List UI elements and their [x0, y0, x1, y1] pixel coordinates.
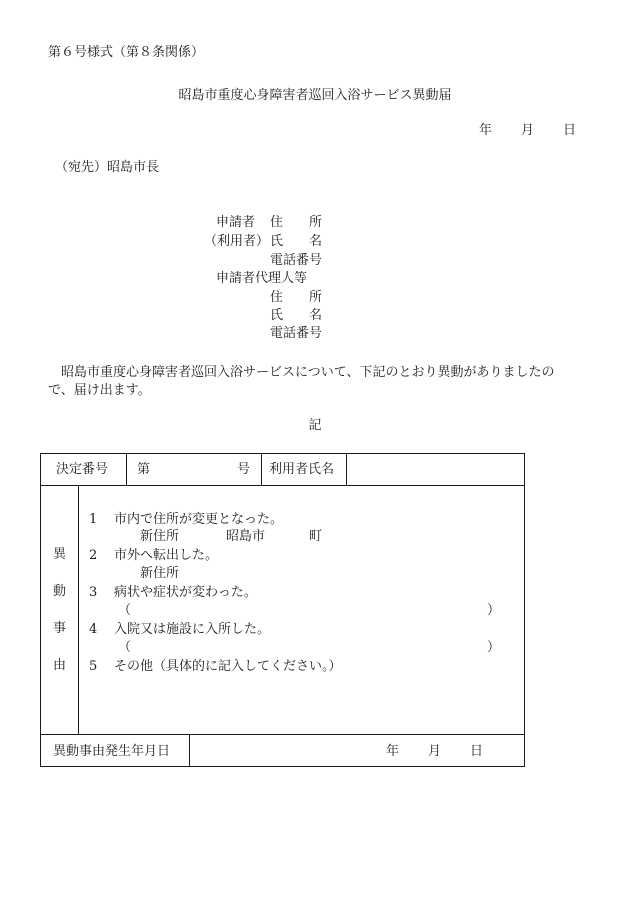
applicant-address-label: 住 所 [270, 215, 323, 230]
reason-2-number: 2 [89, 548, 98, 563]
reason-3-number: 3 [89, 585, 98, 600]
divider-occurrence [189, 734, 190, 767]
paren-open: （ [118, 603, 132, 618]
agent-label: 申請者代理人等 [216, 271, 308, 286]
applicant-name-label: 氏 名 [270, 234, 323, 249]
agent-name-label: 氏 名 [270, 308, 323, 323]
applicant-label: 申請者 [216, 215, 256, 230]
reason-1-number: 1 [89, 512, 98, 527]
reason-label-char: 異 [53, 547, 67, 562]
go-label: 号 [237, 462, 251, 477]
footer-row-divider [41, 734, 524, 735]
header-row-divider [41, 485, 524, 486]
reason-5-text: その他（具体的に記入してください。） [114, 659, 342, 674]
reason-label-char: 事 [53, 621, 67, 636]
date-year-label: 年 [479, 123, 493, 138]
divider-number [261, 454, 262, 485]
reason-4-number: 4 [89, 622, 98, 637]
agent-phone-label: 電話番号 [270, 326, 323, 341]
date-month-label: 月 [521, 123, 535, 138]
reason-4-text: 入院又は施設に入所した。 [114, 622, 271, 637]
form-number: 第６号様式（第８条関係） [48, 45, 205, 60]
divider-decision [126, 454, 127, 485]
reason-2-text: 市外へ転出した。 [114, 548, 219, 563]
ki-heading: 記 [308, 418, 322, 433]
new-address-city: 昭島市 [226, 529, 266, 544]
applicant-user-label: （利用者） [204, 234, 270, 249]
divider-username [346, 454, 347, 485]
new-address-town: 町 [309, 529, 323, 544]
reason-1-text: 市内で住所が変更となった。 [114, 512, 284, 527]
new-address-label-2: 新住所 [140, 566, 180, 581]
user-name-label: 利用者氏名 [269, 462, 335, 477]
occurrence-year-label: 年 [386, 744, 400, 759]
occurrence-day-label: 日 [470, 744, 484, 759]
occurrence-date-label: 異動事由発生年月日 [53, 744, 171, 759]
reason-label-char: 動 [53, 584, 67, 599]
paren-open-2: （ [118, 640, 132, 655]
dai-label: 第 [137, 462, 151, 477]
reason-5-number: 5 [89, 659, 98, 674]
occurrence-month-label: 月 [428, 744, 442, 759]
divider-reason-label [78, 485, 79, 734]
change-form-table [40, 453, 525, 767]
reason-label-char: 由 [53, 658, 67, 673]
applicant-phone-label: 電話番号 [270, 253, 323, 268]
document-title: 昭島市重度心身障害者巡回入浴サービス異動届 [178, 88, 452, 103]
decision-number-label: 決定番号 [56, 462, 109, 477]
paren-close: ） [487, 603, 501, 618]
addressee: （宛先）昭島市長 [55, 160, 160, 175]
new-address-label: 新住所 [140, 529, 180, 544]
reason-3-text: 病状や症状が変わった。 [114, 585, 257, 600]
date-day-label: 日 [563, 123, 577, 138]
user-name-field[interactable] [353, 458, 519, 480]
body-text: 昭島市重度心身障害者巡回入浴サービスについて、下記のとおり異動がありましたので、届け出ます。 [48, 365, 555, 398]
paren-close-2: ） [487, 640, 501, 655]
agent-address-label: 住 所 [270, 290, 323, 305]
